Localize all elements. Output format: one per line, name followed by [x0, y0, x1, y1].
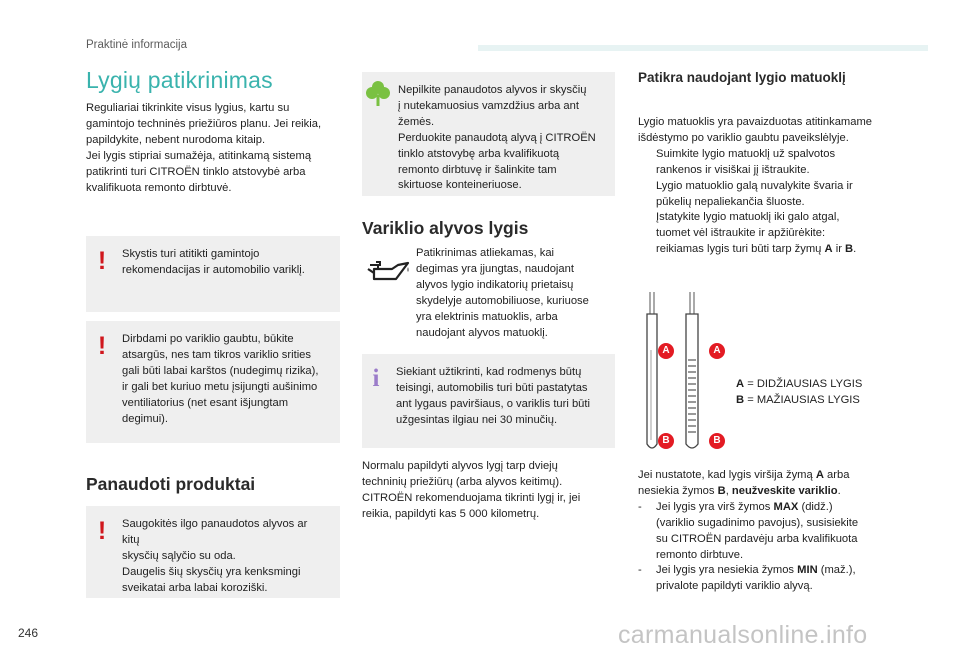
- refill-paragraph: Normalu papildyti alyvos lygį tarp dviejų techninių priežiūrų (arba alyvos keitimų). CITROËN rekomenduojama tikrinti lygį ir, jei reikia, papildyti kas 5 000 kilometrų.: [362, 460, 581, 520]
- dipstick-instructions: Lygio matuoklis yra pavaizduotas atitinkamame išdėstymo po variklio gaubtu paveikslėlyje. Suimkite lygio matuoklį už spalvotos rankenos ir visiškai jį ištraukite. Lygio matuoklio galą nuvalykite švaria ir pūkelių nepaliekančia šluoste. Įstatykite lygio matuoklį iki galo atgal, tuomet vėl ištraukite ir apžiūrėkite: reikiamas lygis turi būti tarp žymų A ir B.: [638, 115, 898, 258]
- dipstick-legend: A = DIDŽIAUSIAS LYGIS B = MAŽIAUSIAS LYGIS: [736, 378, 863, 406]
- oil-can-icon: [366, 259, 410, 285]
- min-marker-left: B: [658, 433, 674, 449]
- warning-exclamation-icon: !: [97, 247, 107, 275]
- header-accent-bar: [478, 45, 928, 51]
- list-item: Lygio matuoklio galą nuvalykite švaria ir pūkelių nepaliekančia šluoste.: [638, 179, 898, 211]
- max-marker-left: A: [658, 343, 674, 359]
- products-heading: Panaudoti produktai: [86, 474, 256, 494]
- section-label: Praktinė informacija: [86, 39, 187, 51]
- oil-level-heading: Variklio alyvos lygis: [362, 218, 529, 238]
- dipstick-illustration: [640, 290, 720, 455]
- list-item: - Jei lygis yra nesiekia žymos MIN (maž.), privalote papildyti variklio alyvą.: [638, 564, 856, 593]
- level-warning-paragraph: Jei nustatote, kad lygis viršija žymą A arba nesiekia žymos B, neužveskite variklio. - Jei lygis yra virš žymos MAX (didž.) (variklio sugadinimo pavojus), susisiekite su CITROËN pardavėju arba kvalifikuota remonto dirbtuve. - Jei lygis yra nesiekia žymos MIN (maž.), privalote papildyti variklio alyvą.: [638, 468, 900, 595]
- warning-box-products: ! Saugokitės ilgo panaudotos alyvos ar kitų skysčių sąlyčio su oda. Daugelis šių skysčių yra kenksmingi sveikatai arba labai koroziški.: [86, 506, 340, 598]
- dipstick-heading: Patikra naudojant lygio matuoklį: [638, 70, 846, 85]
- warning-box-fluid: ! Skystis turi atitikti gamintojo rekomendacijas ir automobilio variklį.: [86, 236, 340, 312]
- info-icon: i: [372, 365, 380, 392]
- info-note-box: i Siekiant užtikrinti, kad rodmenys būtų teisingi, automobilis turi būti pastatytas ant lygaus paviršiaus, o variklis turi būti užgesintas ilgiau nei 30 minučių.: [362, 354, 615, 448]
- intro-paragraph: Reguliariai tikrinkite visus lygius, kartu su gamintojo techninės priežiūros planu. Jei reikia, papildykite, nebent nurodoma kitaip. Jei lygis stipriai sumažėja, atitinkamą sistemą patikrinti turi CITROËN tinklo atstovybė arba kvalifikuota remonto dirbtuvė.: [86, 102, 322, 194]
- min-marker-right: B: [709, 433, 725, 449]
- warning-exclamation-icon: !: [97, 332, 107, 360]
- tree-environment-icon: [366, 80, 390, 108]
- max-marker-right: A: [709, 343, 725, 359]
- list-item: Įstatykite lygio matuoklį iki galo atgal, tuomet vėl ištraukite ir apžiūrėkite: reikiamas lygis turi būti tarp žymų A ir B.: [638, 210, 898, 258]
- environment-note-box: Nepilkite panaudotos alyvos ir skysčių į nutekamuosius vamzdžius arba ant žemės. Perduokite panaudotą alyvą į CITROËN tinklo atstovybę arba kvalifikuotą remonto dirbtuvę ir šalinkite tam skirtuose konteineriuose.: [362, 72, 615, 196]
- checkbox-bullet-icon: [638, 210, 656, 258]
- warning-exclamation-icon: !: [97, 517, 107, 545]
- page-title: Lygių patikrinimas: [86, 67, 273, 93]
- watermark: carmanualsonline.info: [618, 621, 868, 649]
- page-number: 246: [18, 626, 39, 640]
- list-item: - Jei lygis yra virš žymos MAX (didž.) (variklio sugadinimo pavojus), susisiekite su CITROËN pardavėju arba kvalifikuota remonto dirbtuve.: [638, 500, 859, 561]
- list-item: Suimkite lygio matuoklį už spalvotos rankenos ir visiškai jį ištraukite.: [638, 147, 898, 179]
- checkbox-bullet-icon: [638, 147, 656, 179]
- warning-box-hot-engine: ! Dirbdami po variklio gaubtu, būkite atsargūs, nes tam tikros variklio srities gali būti labai karštos (nudegimų rizika), ir gali bet kuriuo metu įsijungti aušinimo ventiliatorius (net esant išjungtam degimui).: [86, 321, 340, 443]
- checkbox-bullet-icon: [638, 179, 656, 211]
- oil-check-text: Patikrinimas atliekamas, kai degimas yra įjungtas, naudojant alyvos lygio indikatorių prietaisų skydelyje automobiliuose, kuriuose yra elektrinis matuoklis, arba naudojant alyvos matuoklį.: [416, 247, 589, 339]
